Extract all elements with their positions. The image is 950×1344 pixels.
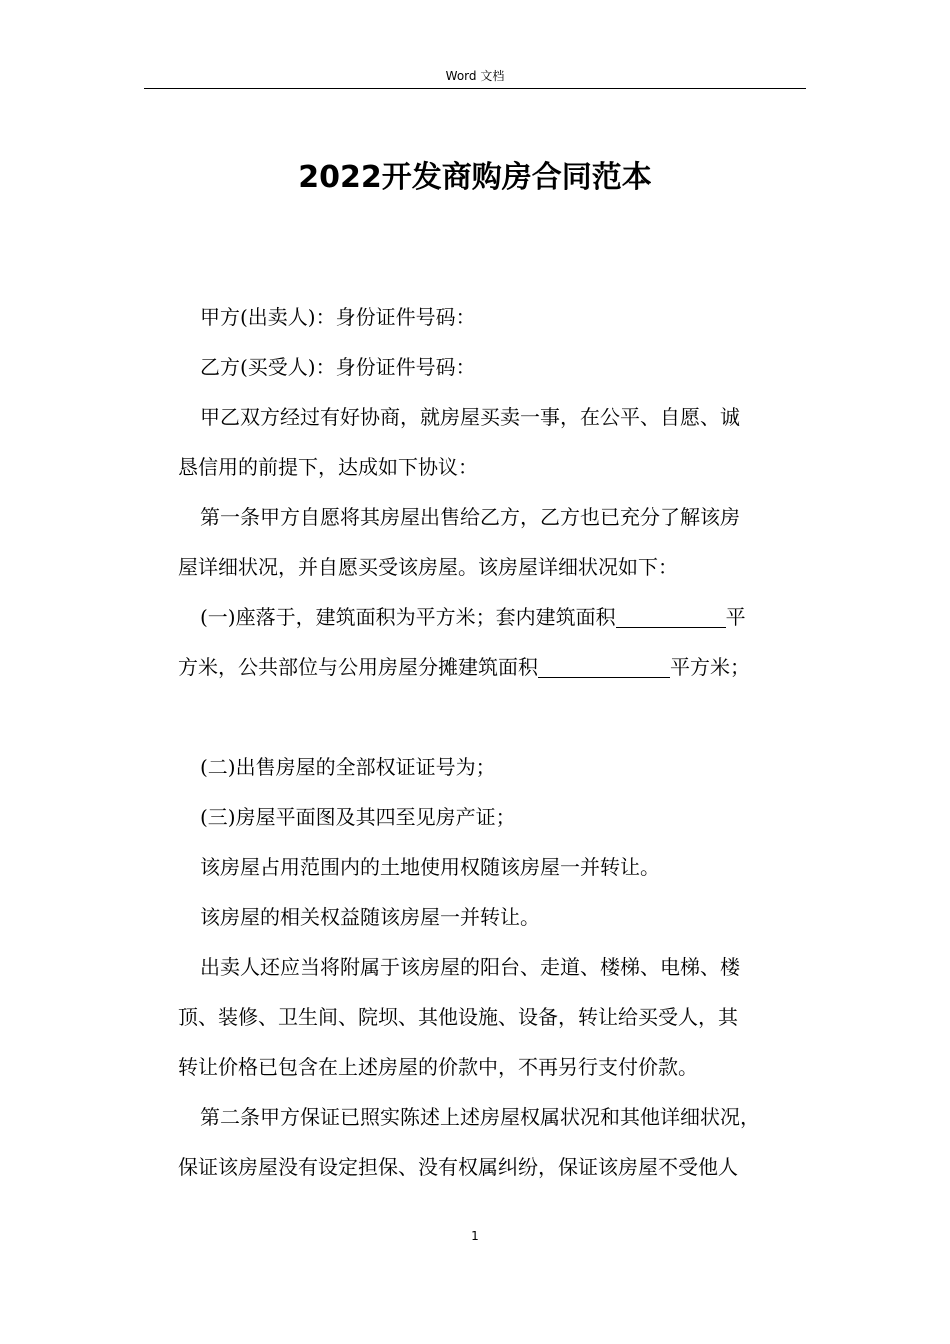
header-divider	[144, 88, 806, 89]
item1-text-b: 平	[725, 605, 746, 629]
paragraph-related-rights: 该房屋的相关权益随该房屋一并转让。	[200, 905, 540, 929]
paragraph-item3: (三)房屋平面图及其四至见房产证；	[200, 805, 516, 829]
paragraph-article2-line1: 第二条甲方保证已照实陈述上述房屋权属状况和其他详细状况，	[200, 1105, 760, 1129]
paragraph-item1-line2	[178, 642, 814, 692]
paragraph-agreement-line2: 恳信用的前提下，达成如下协议：	[178, 455, 478, 479]
page-header: Word 文档	[445, 69, 505, 83]
paragraph-appurtenances-line2: 顶、装修、卫生间、院坝、其他设施、设备，转让给买受人，其	[178, 1005, 738, 1029]
item1-text-d: 平方米；	[670, 655, 750, 679]
paragraph-article2-line2: 保证该房屋没有设定担保、没有权属纠纷，保证该房屋不受他人	[178, 1155, 738, 1179]
paragraph-appurtenances-line1: 出卖人还应当将附属于该房屋的阳台、走道、楼梯、电梯、楼	[200, 955, 740, 979]
paragraph-land-rights: 该房屋占用范围内的土地使用权随该房屋一并转让。	[200, 855, 660, 879]
paragraph-article1-line2: 屋详细状况，并自愿买受该房屋。该房屋详细状况如下：	[178, 555, 678, 579]
item1-text-a: (一)座落于，建筑面积为平方米；套内建筑面积	[200, 605, 616, 629]
paragraph-agreement-line1: 甲乙双方经过有好协商，就房屋买卖一事，在公平、自愿、诚	[200, 405, 740, 429]
paragraph-item2: (二)出售房屋的全部权证证号为；	[200, 755, 496, 779]
paragraph-item1-line1	[178, 592, 814, 642]
paragraph-party-b: 乙方(买受人)：身份证件号码：	[200, 355, 476, 379]
document-title: 2022开发商购房合同范本	[298, 160, 652, 195]
paragraph-party-a: 甲方(出卖人)：身份证件号码：	[200, 305, 476, 329]
paragraph-appurtenances-line3: 转让价格已包含在上述房屋的价款中，不再另行支付价款。	[178, 1055, 698, 1079]
item1-text-c: 方米，公共部位与公用房屋分摊建筑面积	[178, 655, 538, 679]
fill-in-blank-inner-area	[616, 605, 726, 628]
fill-in-blank-shared-area	[538, 655, 670, 678]
page-number: 1	[471, 1229, 479, 1243]
document-body	[178, 292, 814, 1192]
paragraph-article1-line1: 第一条甲方自愿将其房屋出售给乙方，乙方也已充分了解该房	[200, 505, 740, 529]
